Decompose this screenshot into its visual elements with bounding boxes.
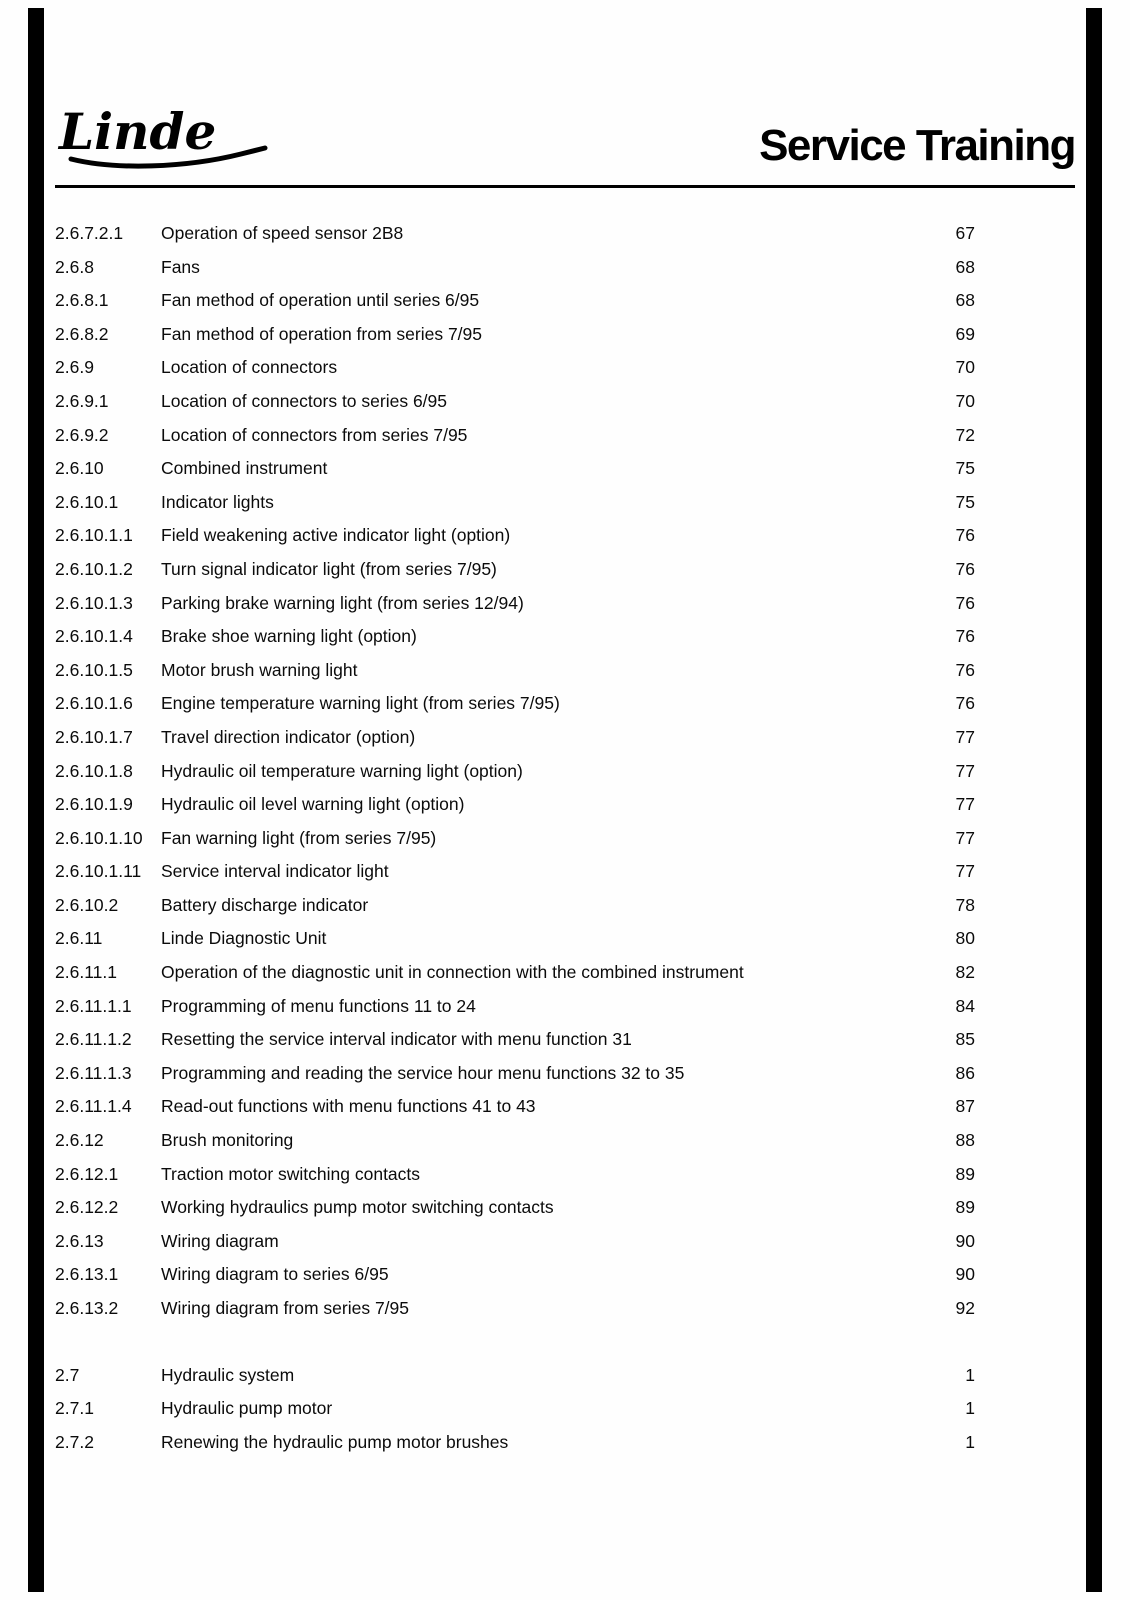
toc-row [55,1392,1075,1426]
toc-row [55,1090,1075,1124]
toc-page-number: 92 [955,1298,975,1318]
toc-entry-title: Turn signal indicator light (from series 7/95) [161,558,497,579]
toc-section-number: 2.6.10.1.1 [55,525,133,546]
toc-section-number: 2.6.13 [55,1230,104,1251]
toc-entry-title: Read-out functions with menu functions 41 to 43 [161,1096,536,1117]
toc-entry-title: Parking brake warning light (from series 12/94) [161,592,524,613]
toc-section-number: 2.6.11.1.2 [55,1029,132,1050]
toc-row [55,1359,1075,1393]
toc-section-number: 2.6.10.1 [55,491,119,512]
toc-section-number: 2.7 [55,1364,80,1385]
toc-page-number: 68 [955,290,975,311]
toc-row [55,251,1075,285]
toc-row [55,351,1075,385]
toc-section-number: 2.6.10.1.6 [55,693,133,714]
toc-section-number: 2.6.13.2 [55,1298,119,1318]
toc-page-number: 76 [955,659,975,680]
toc-page-number: 69 [955,323,975,344]
toc-row [55,1258,1075,1292]
toc-row [55,889,1075,923]
toc-page-number: 88 [955,1130,975,1151]
toc-section-number: 2.6.10 [55,458,104,479]
toc-entry-title: Programming of menu functions 11 to 24 [161,995,476,1016]
toc-section-number: 2.6.11 [55,928,103,949]
toc-entry-title: Wiring diagram to series 6/95 [161,1264,389,1285]
toc-row [55,721,1075,755]
toc-page-number: 89 [955,1197,975,1218]
toc-page-number: 77 [955,760,975,781]
toc-section-number: 2.6.11.1 [55,962,117,983]
toc-entry-title: Traction motor switching contacts [161,1163,421,1184]
toc-entry-title: Fan warning light (from series 7/95) [161,827,437,848]
toc-page-number: 84 [955,995,975,1016]
toc-row [55,822,1075,856]
toc-entry-title: Indicator lights [161,491,274,512]
toc-row [55,486,1075,520]
toc-group-main [55,217,1075,1326]
toc-page-number: 67 [955,223,975,243]
toc-row [55,1292,1075,1326]
toc-entry-title: Resetting the service interval indicator with menu function 31 [161,1029,632,1050]
toc-section-number: 2.6.12.1 [55,1163,119,1184]
toc-entry-title: Wiring diagram from series 7/95 [161,1298,409,1318]
toc-entry-title: Fan method of operation until series 6/95 [161,290,480,311]
toc-entry-title: Motor brush warning light [161,659,358,680]
toc-page-number: 70 [955,357,975,378]
toc-page-number: 75 [955,491,975,512]
toc-row [55,318,1075,352]
toc-entry-title: Hydraulic oil temperature warning light (option) [161,760,523,781]
toc-row [55,1124,1075,1158]
toc-entry-title: Wiring diagram [161,1230,279,1251]
toc-section-number: 2.6.9.1 [55,390,109,411]
toc-entry-title: Working hydraulics pump motor switching contacts [161,1197,554,1218]
toc-section-number: 2.6.10.1.2 [55,558,133,579]
toc-entry-title: Location of connectors to series 6/95 [161,390,448,411]
toc-section-number: 2.6.10.1.10 [55,827,143,848]
toc-entry-title: Engine temperature warning light (from series 7/95) [161,693,560,714]
toc-group-hydraulic [55,1359,1075,1460]
toc-section-number: 2.7.2 [55,1431,94,1452]
toc-entry-title: Programming and reading the service hour menu functions 32 to 35 [161,1062,685,1083]
table-of-contents [55,217,1075,1459]
toc-row [55,1057,1075,1091]
toc-section-number: 2.6.9.2 [55,424,109,445]
toc-page-number: 1 [965,1364,975,1385]
toc-page-number: 1 [965,1431,975,1452]
toc-section-number: 2.6.8 [55,256,94,277]
toc-entry-title: Brake shoe warning light (option) [161,626,417,647]
toc-page-number: 78 [955,894,975,915]
toc-section-number: 2.6.7.2.1 [55,223,124,243]
toc-section-number: 2.6.8.2 [55,323,109,344]
toc-entry-title: Travel direction indicator (option) [161,726,416,747]
toc-row [55,855,1075,889]
toc-page-number: 76 [955,626,975,647]
toc-entry-title: Combined instrument [161,458,328,479]
toc-section-number: 2.6.13.1 [55,1264,119,1285]
toc-page-number: 68 [955,256,975,277]
toc-page-number: 76 [955,558,975,579]
linde-logo-text: Linde [59,102,217,161]
toc-section-number: 2.6.10.1.5 [55,659,133,680]
toc-entry-title: Operation of speed sensor 2B8 [161,223,404,243]
toc-row [55,990,1075,1024]
toc-page-number: 87 [955,1096,975,1117]
toc-row [55,755,1075,789]
toc-page-number: 86 [955,1062,975,1083]
toc-row [55,419,1075,453]
toc-section-number: 2.6.11.1.3 [55,1062,132,1083]
toc-page-number: 82 [955,962,975,983]
toc-section-number: 2.6.10.1.3 [55,592,133,613]
toc-row [55,1191,1075,1225]
toc-row [55,1426,1075,1460]
toc-section-number: 2.7.1 [55,1398,94,1419]
toc-page-number: 90 [955,1264,975,1285]
page-title: Service Training [759,121,1075,170]
toc-entry-title: Hydraulic pump motor [161,1398,333,1419]
linde-logo-graphic [55,102,280,170]
toc-section-number: 2.6.10.1.4 [55,626,133,647]
toc-entry-title: Hydraulic oil level warning light (option) [161,794,465,815]
toc-entry-title: Brush monitoring [161,1130,294,1151]
toc-row [55,1158,1075,1192]
toc-section-number: 2.6.10.2 [55,894,119,915]
toc-page-number: 80 [955,928,975,949]
toc-page-number: 75 [955,458,975,479]
toc-section-number: 2.6.10.1.7 [55,726,133,747]
toc-row [55,620,1075,654]
toc-row [55,1023,1075,1057]
left-page-border [28,8,44,1592]
toc-row [55,284,1075,318]
toc-entry-title: Fans [161,256,200,277]
toc-entry-title: Location of connectors from series 7/95 [161,424,468,445]
toc-page-number: 76 [955,525,975,546]
toc-row [55,654,1075,688]
toc-row [55,788,1075,822]
toc-entry-title: Battery discharge indicator [161,894,369,915]
header-divider [55,185,1075,188]
document-page [55,0,1075,1459]
toc-page-number: 85 [955,1029,975,1050]
toc-entry-title: Fan method of operation from series 7/95 [161,323,483,344]
toc-page-number: 72 [955,424,975,445]
toc-entry-title: Renewing the hydraulic pump motor brushes [161,1431,509,1452]
toc-page-number: 76 [955,693,975,714]
toc-page-number: 89 [955,1163,975,1184]
toc-section-number: 2.6.12.2 [55,1197,119,1218]
toc-section-number: 2.6.12 [55,1130,104,1151]
toc-page-number: 77 [955,726,975,747]
toc-entry-title: Field weakening active indicator light (option) [161,525,511,546]
toc-row [55,922,1075,956]
linde-logo [55,102,280,170]
toc-section-number: 2.6.10.1.8 [55,760,133,781]
toc-page-number: 77 [955,861,975,882]
toc-section-number: 2.6.10.1.11 [55,861,142,882]
toc-section-number: 2.6.11.1.1 [55,995,132,1016]
page-header [55,0,1075,170]
toc-page-number: 1 [965,1398,975,1419]
toc-row [55,956,1075,990]
toc-row [55,587,1075,621]
toc-entry-title: Linde Diagnostic Unit [161,928,327,949]
toc-row [55,1225,1075,1259]
toc-entry-title: Location of connectors [161,357,338,378]
toc-row [55,687,1075,721]
toc-page-number: 70 [955,390,975,411]
toc-entry-title: Service interval indicator light [161,861,389,882]
toc-section-number: 2.6.11.1.4 [55,1096,132,1117]
toc-section-number: 2.6.8.1 [55,290,109,311]
toc-entry-title: Operation of the diagnostic unit in connection with the combined instrument [161,962,744,983]
toc-row [55,519,1075,553]
toc-page-number: 76 [955,592,975,613]
toc-section-number: 2.6.9 [55,357,94,378]
toc-row [55,553,1075,587]
toc-page-number: 77 [955,827,975,848]
toc-row [55,452,1075,486]
toc-section-number: 2.6.10.1.9 [55,794,133,815]
toc-row [55,217,1075,251]
toc-row [55,385,1075,419]
toc-page-number: 90 [955,1230,975,1251]
toc-page-number: 77 [955,794,975,815]
right-page-border [1086,8,1102,1592]
toc-entry-title: Hydraulic system [161,1364,295,1385]
